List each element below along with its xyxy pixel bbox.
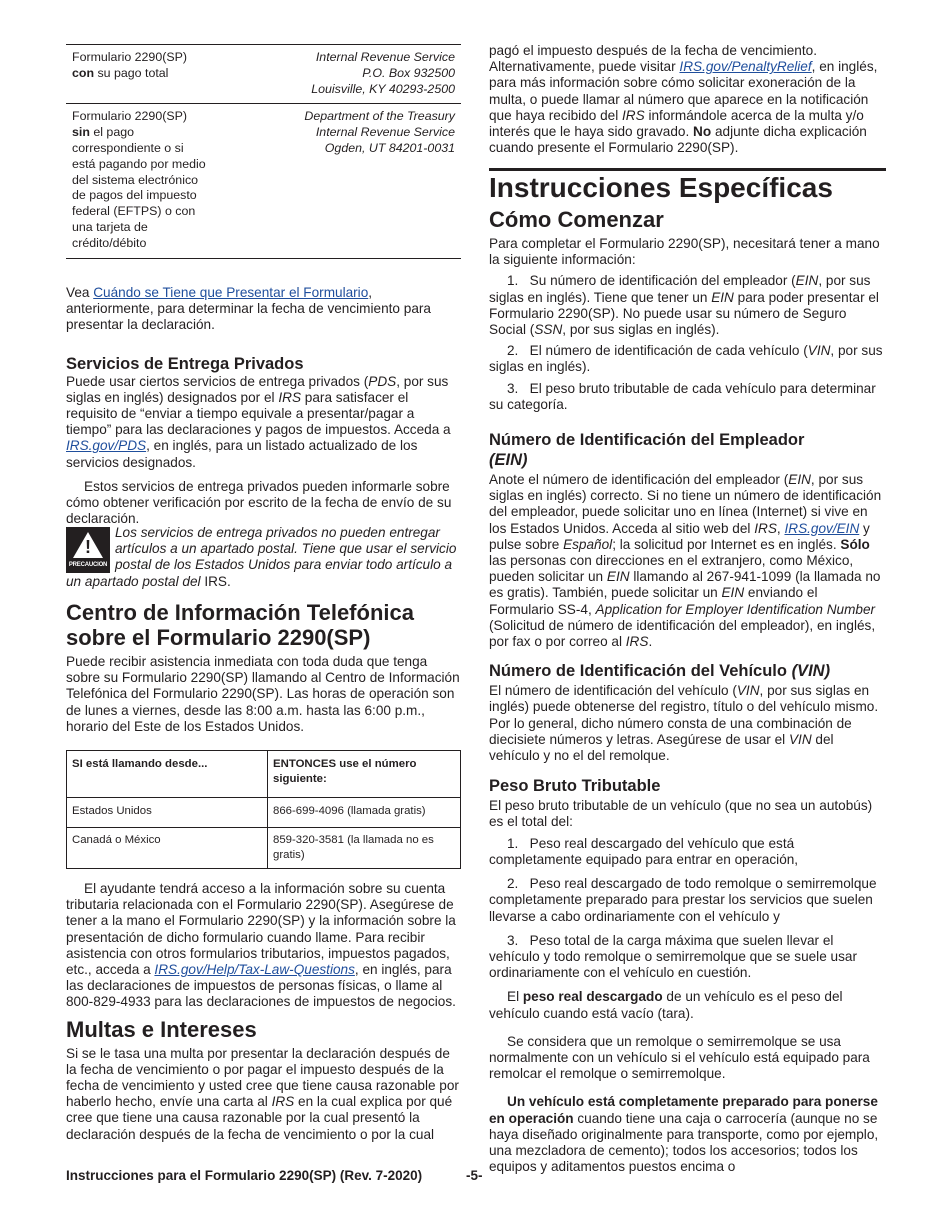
vin-heading: Número de Identificación del Vehículo (VIN) [489,662,831,681]
table-header-from: SI está llamando desde... [67,751,268,798]
list-item: 1. Peso real descargado del vehículo que está completamente equipado para entrar en operación, [489,835,799,867]
left-column [66,285,461,527]
due-date-paragraph: Vea Cuándo se Tiene que Presentar el Formulario, anteriormente, para determinar la fecha de vencimiento para presentar la declaración. [66,285,431,333]
pds-paragraph: Puede usar ciertos servicios de entrega privados (PDS, por sus siglas en inglés) designados por el IRS para satisfacer el requisito de “enviar a tiempo equivale a presentar/pagar a tiempo” para las declaraciones y pagos de impuestos. Acceda a IRS.gov/PDS, en inglés, para un listado actualizado de los servicios designados. [66,373,451,470]
address-row-without-payment [66,103,461,257]
filer-condition: Formulario 2290(SP) sin el pago correspondiente o si está pagando por medio del sistema electrónico de pagos del impuesto federal (EFTPS) o con una tarjeta de crédito/débito [72,109,206,250]
mailing-address: Department of the Treasury Internal Revenue Service Ogden, UT 84201-0031 [304,109,455,155]
penalty-continued-paragraph: pagó el impuesto después de la fecha de vencimiento. Alternativamente, puede visitar IRS.gov/PenaltyRelief, en inglés, para más información sobre cómo solicitar exoneración de la multa, o puede llamar al número que aparece en la notificación que haya recibido del IRS informándole acerca de la multa y/o interés que le haya sido gravado. No adjunte dicha explicación cuando presente el Formulario 2290(SP). [489,43,878,156]
phone-section [66,600,461,735]
taxable-weight-paragraph: El peso bruto tributable de un vehículo (que no sea un autobús) es el total del: [489,798,873,830]
list-item: 2. Peso real descargado de todo remolque o semirremolque completamente preparado para prestar los servicios que suelen llevarse a cabo ordinariamente con el vehículo y [489,876,877,924]
caution-warning-icon: ! PRECAUCION [66,527,110,573]
table-header-row [67,751,461,798]
address-row-with-payment [66,45,461,103]
mailing-address: Internal Revenue Service P.O. Box 932500 Louisville, KY 40293-2500 [311,50,455,96]
footer-title: Instrucciones para el Formulario 2290(SP) (Rev. 7-2020) [66,1168,423,1183]
penalties-heading: Multas e Intereses [66,1016,257,1042]
caution-note [66,525,461,590]
table-row: Estados Unidos 866-699-4096 (llamada gratis) [67,798,461,828]
phone-center-paragraph: Puede recibir asistencia inmediata con toda duda que tenga sobre su Formulario 2290(SP) llamando al Centro de Información Telefónica del Formulario 2290(SP). Las horas de operación son de lunes a viernes, desde las 8:00 a.m. hasta las 6:00 p.m., horario del Este de los Estados Unidos. [66,654,460,734]
mailing-address-table [66,44,461,259]
phone-numbers-table [66,750,461,869]
when-to-file-link[interactable]: Cuándo se Tiene que Presentar el Formulario [93,285,369,300]
unloaded-weight-paragraph: El peso real descargado de un vehículo es el peso del vehículo cuando está vacío (tara). [489,989,843,1021]
phone-center-heading: Centro de Información Telefónica sobre el Formulario 2290(SP) [66,600,414,650]
table-header-number: ENTONCES use el número siguiente: [268,751,461,798]
right-column-body [489,172,886,1175]
fully-equipped-paragraph: Un vehículo está completamente preparado para ponerse en operación cuando tiene una caja o carrocería (aunque no se haya diseñado originalmente para transporte, como por ejemplo, una mezcladora de cemento); todos los accesorios; todos los equipos y aditamentos puestos encima o [489,1094,879,1175]
trailer-paragraph: Se considera que un remolque o semirremolque se usa normalmente con un vehículo si el vehículo está equipado para remolcar el remolque o semirremolque. [489,1033,870,1082]
list-item: 1. Su número de identificación del empleador (EIN, por sus siglas en inglés). Tiene que tener un EIN para poder presentar el Formulario 2290(SP). No puede usar su número de Seguro Social (SSN, por sus siglas en inglés). [489,273,879,338]
getting-started-heading: Cómo Comenzar [489,207,664,232]
penalties-paragraph: Si se le tasa una multa por presentar la declaración después de la fecha de vencimiento o por pagar el impuesto después de la fecha de vencimiento y usted cree que tiene causa razonable por haberlo hecho, envíe una carta al IRS en la cual explica por qué cree que tiene una causa razonable por la cual presentó la declaración después de la fecha de vencimiento o por la cual [66,1045,459,1142]
pds-heading: Servicios de Entrega Privados [66,354,304,373]
filer-condition: Formulario 2290(SP) con su pago total [72,50,188,80]
page-number: -5- [466,1168,483,1183]
pds-verification-paragraph: Estos servicios de entrega privados pueden informarle sobre cómo obtener verificación por escrito de la fecha de envío de su declaración. [66,478,452,527]
ein-heading: Número de Identificación del Empleador (EIN) [489,431,805,470]
assistance-section [66,881,461,1143]
irs-ein-link[interactable]: IRS.gov/EIN [784,520,860,536]
list-item: 3. El peso bruto tributable de cada vehículo para determinar su categoría. [489,380,876,412]
right-column-top [489,43,886,156]
list-item: 2. El número de identificación de cada vehículo (VIN, por sus siglas en inglés). [489,343,883,375]
taxable-weight-heading: Peso Bruto Tributable [489,777,661,796]
section-divider [489,168,886,171]
assistance-paragraph: El ayudante tendrá acceso a la información sobre su cuenta tributaria relacionada con el Formulario 2290(SP). Asegúrese de tener a la mano el Formulario 2290(SP) y la información sobre la presentación de dicho formulario cuando llame. Para recibir asistencia con otros formularios tributarios, impuestos pagados, etc., acceda a IRS.gov/Help/Tax-Law-Questions, en inglés, para las declaraciones de impuestos de personas físicas, o llame al 800-829-4933 para las declaraciones de impuestos de negocios. [66,881,456,1010]
table-row: Canadá o México 859-320-3581 (la llamada no es gratis) [67,828,461,869]
vin-paragraph: El número de identificación del vehículo (VIN, por sus siglas en inglés) puede obtenerse del registro, título o del vehículo mismo. Por lo general, dicho número consta de una combinación de diecisiete números y letras. Asegúrese de usar el VIN del vehículo y no el del remolque. [489,683,879,764]
ein-paragraph: Anote el número de identificación del empleador (EIN, por sus siglas en inglés) correcto. Si no tiene un número de identificación del empleador, puede solicitar uno en línea (Internet) si vive en los Estados Unidos. Acceda al sitio web del IRS, IRS.gov/EIN y pulse sobre Español; la solicitud por Internet es en inglés. Sólo las personas con direcciones en el extranjero, como México, pueden solicitar un EIN llamando al 267-941-1099 (la llamada no es gratis). También, puede solicitar un EIN enviando el Formulario SS-4, Application for Employer Identification Number (Solicitud de número de identificación del empleador), en inglés, por fax o por correo al IRS. [489,472,882,650]
page-footer [66,1168,886,1183]
penalty-relief-link[interactable]: IRS.gov/PenaltyRelief [679,59,812,75]
getting-started-paragraph: Para completar el Formulario 2290(SP), necesitará tener a mano la siguiente información: [489,236,880,268]
list-item: 3. Peso total de la carga máxima que suelen llevar el vehículo y todo remolque o semirremolque que se suele usar ordinariamente con el vehículo en cuestión. [489,932,857,981]
caution-text: Los servicios de entrega privados no pueden entregar artículos a un apartado postal. Tiene que usar el servicio postal de los Estados Unidos para enviar todo artículo a un apartado postal del IRS. [66,525,457,589]
specific-instructions-heading: Instrucciones Específicas [489,172,833,203]
tax-law-questions-link[interactable]: IRS.gov/Help/Tax-Law-Questions [154,962,355,978]
irs-pds-link[interactable]: IRS.gov/PDS [66,438,147,454]
